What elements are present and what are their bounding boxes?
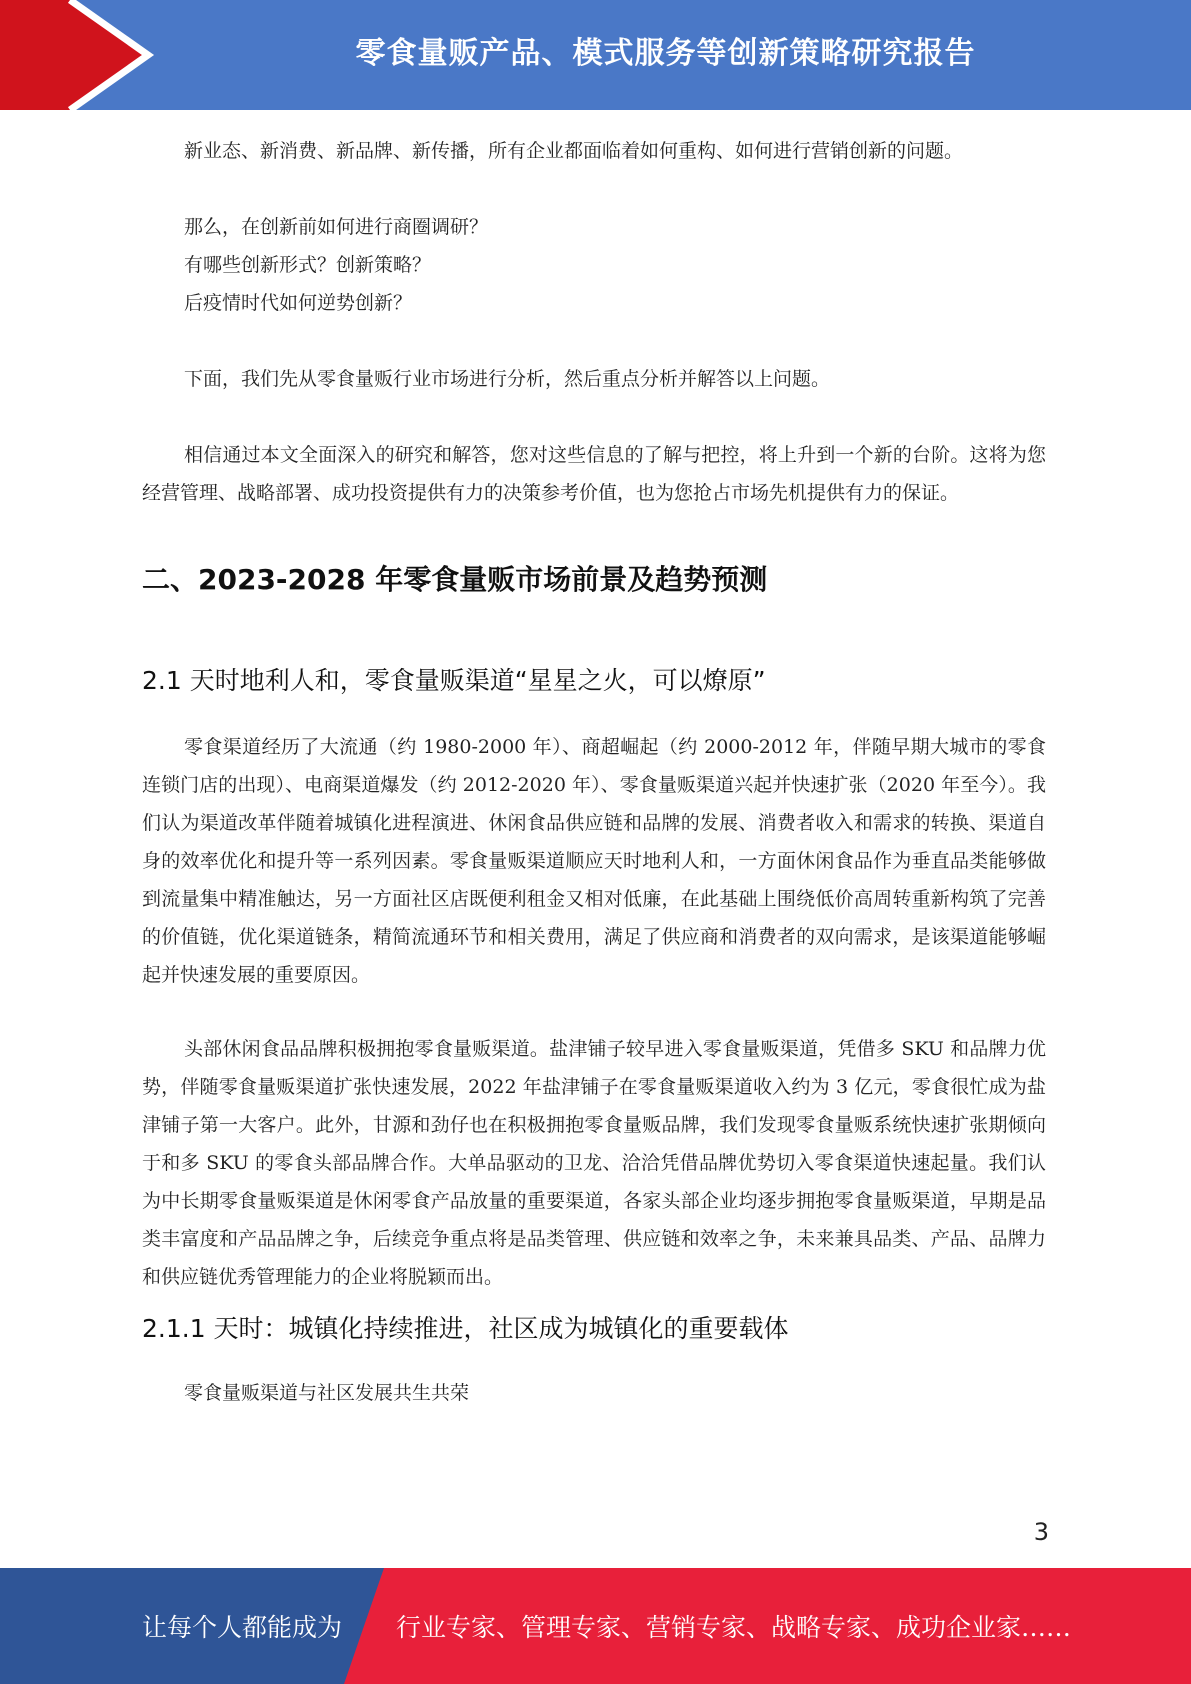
- intro-paragraph-2: 下面，我们先从零食量贩行业市场进行分析，然后重点分析并解答以上问题。: [184, 368, 831, 390]
- intro-question-1: 那么，在创新前如何进行商圈调研？: [184, 216, 489, 238]
- red-chevron-decoration: [0, 0, 160, 110]
- section-2-1-heading: 2.1 天时地利人和，零食量贩渠道“星星之火，可以燎原”: [142, 666, 766, 695]
- section-2-1-paragraph-2: 头部休闲食品品牌积极拥抱零食量贩渠道。盐津铺子较早进入零食量贩渠道，凭借多 SKU 和品牌力优势，伴随零食量贩渠道扩张快速发展，2022 年盐津铺子在零食量贩渠道收入约为 3 亿元，零食很忙成为盐津铺子第一大客户。此外，甘源和劲仔也在积极拥抱零食量贩品牌，我们发现零食量贩系统快速扩张期倾向于和多 SKU 的零食头部品牌合作。大单品驱动的卫龙、洽洽凭借品牌优势切入零食渠道快速起量。我们认为中长期零食量贩渠道是休闲零食产品放量的重要渠道，各家头部企业均逐步拥抱零食量贩渠道，早期是品类丰富度和产品品牌之争，后续竞争重点将是品类管理、供应链和效率之争，未来兼具品类、产品、品牌力和供应链优秀管理能力的企业将脱颖而出。: [142, 1038, 1046, 1288]
- section-2-1-1-heading: 2.1.1 天时：城镇化持续推进，社区成为城镇化的重要载体: [142, 1314, 789, 1343]
- section-2-1-1-paragraph-1: 零食量贩渠道与社区发展共生共荣: [184, 1382, 470, 1404]
- section-2-1-paragraph-1: 零食渠道经历了大流通（约 1980-2000 年）、商超崛起（约 2000-2012 年，伴随早期大城市的零食连锁门店的出现）、电商渠道爆发（约 2012-2020 年）、零食量贩渠道兴起并快速扩张（2020 年至今）。我们认为渠道改革伴随着城镇化进程演进、休闲食品供应链和品牌的发展、消费者收入和需求的转换、渠道自身的效率优化和提升等一系列因素。零食量贩渠道顺应天时地利人和，一方面休闲食品作为垂直品类能够做到流量集中精准触达，另一方面社区店既便利租金又相对低廉，在此基础上围绕低价高周转重新构筑了完善的价值链，优化渠道链条，精简流通环节和相关费用，满足了供应商和消费者的双向需求，是该渠道能够崛起并快速发展的重要原因。: [142, 736, 1046, 986]
- page-footer: [0, 1568, 1191, 1684]
- report-title: 零食量贩产品、模式服务等创新策略研究报告: [355, 36, 976, 71]
- intro-paragraph-3: 相信通过本文全面深入的研究和解答，您对这些信息的了解与把控，将上升到一个新的台阶。这将为您经营管理、战略部署、成功投资提供有力的决策参考价值，也为您抢占市场先机提供有力的保证。: [142, 444, 1046, 504]
- intro-question-3: 后疫情时代如何逆势创新？: [184, 292, 413, 314]
- intro-question-2: 有哪些创新形式？创新策略？: [184, 254, 432, 276]
- page-header: [0, 0, 1191, 110]
- intro-paragraph-1: 新业态、新消费、新品牌、新传播，所有企业都面临着如何重构、如何进行营销创新的问题。: [184, 140, 964, 162]
- footer-slogan-right: 行业专家、管理专家、营销专家、战略专家、成功企业家……: [396, 1613, 1072, 1642]
- page-number: 3: [1033, 1518, 1049, 1546]
- footer-slogan-left: 让每个人都能成为: [142, 1613, 343, 1642]
- page-content: [142, 132, 1046, 1412]
- section-2-heading: 二、2023-2028 年零食量贩市场前景及趋势预测: [142, 563, 768, 596]
